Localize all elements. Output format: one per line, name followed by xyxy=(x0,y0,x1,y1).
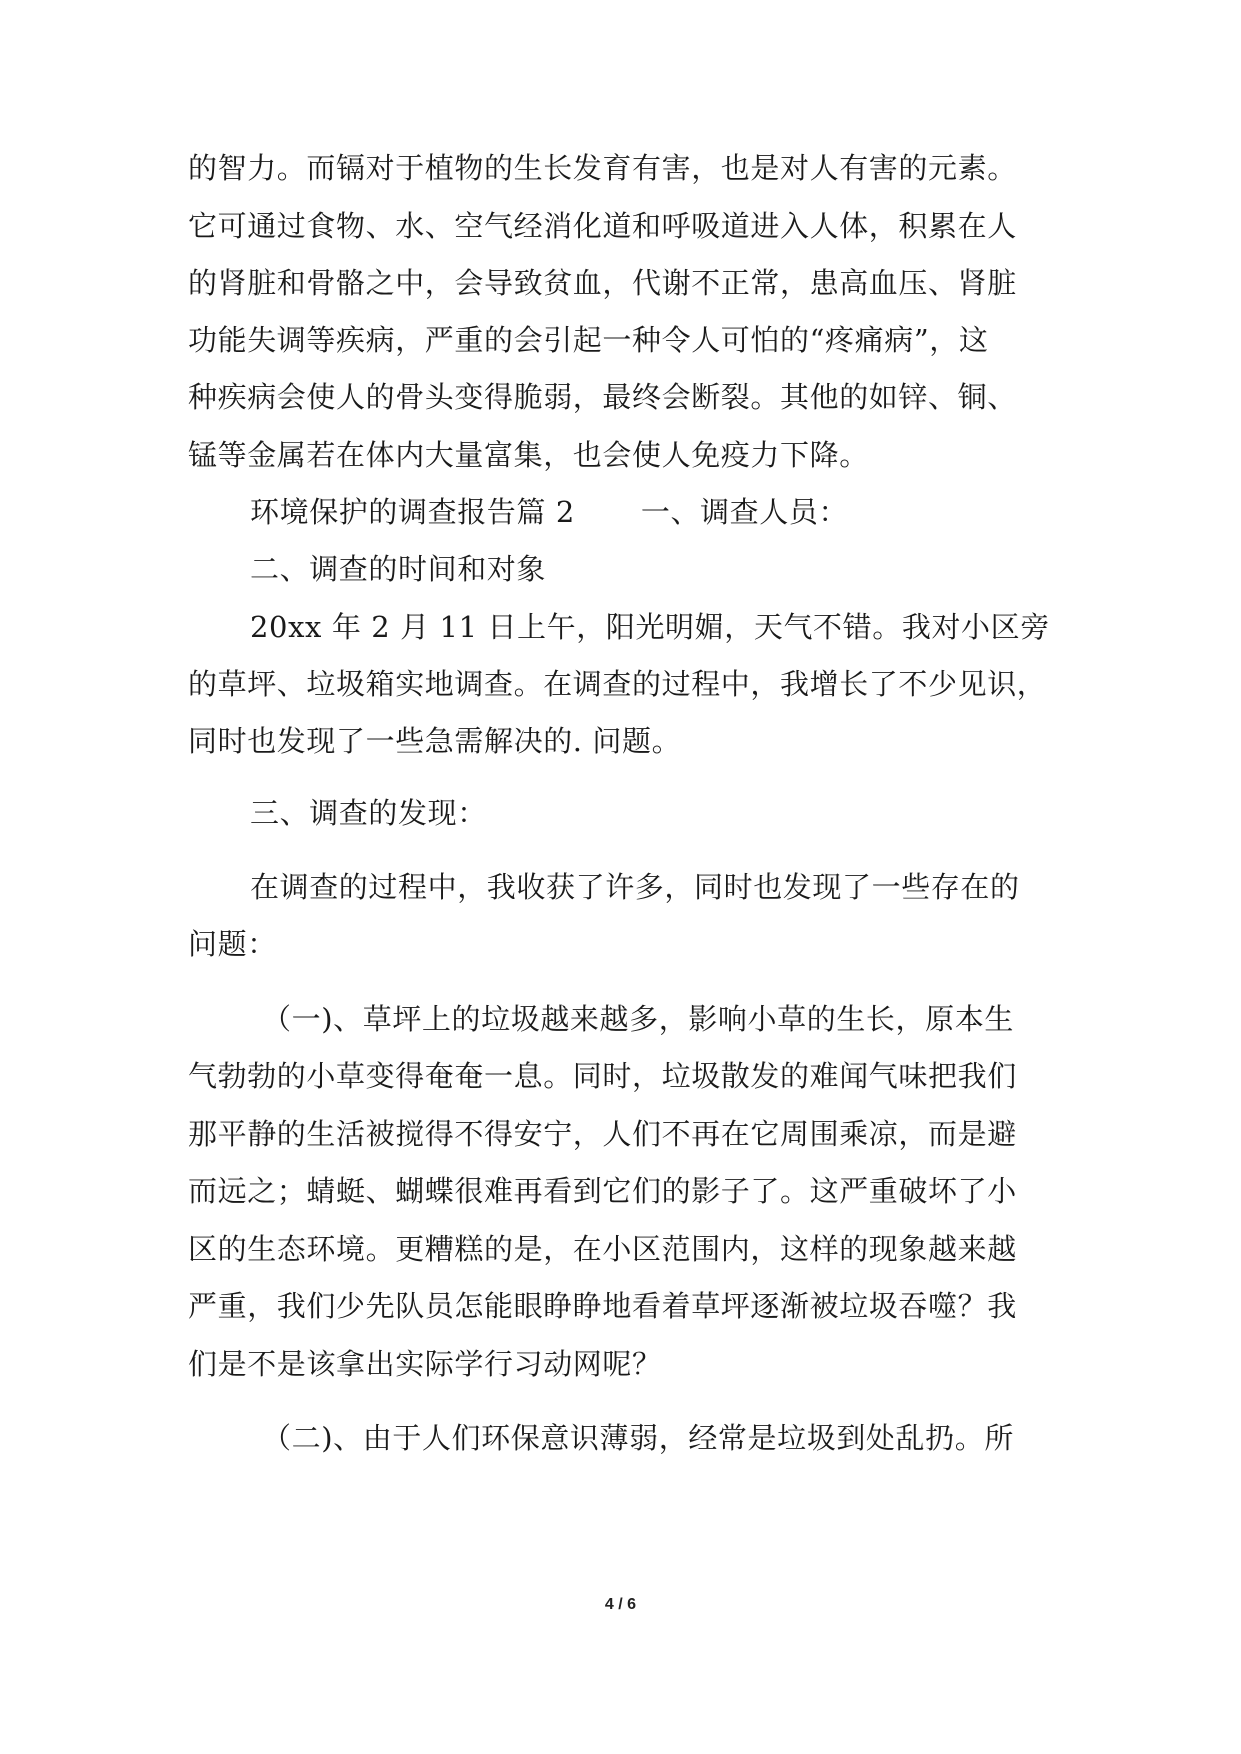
body-line: 种疾病会使人的骨头变得脆弱，最终会断裂。其他的如锌、铜、 xyxy=(188,380,1017,414)
body-line: 同时也发现了一些急需解决的. 问题。 xyxy=(188,724,682,758)
body-line: 在调查的过程中，我收获了许多，同时也发现了一些存在的 xyxy=(250,870,1020,904)
body-line: 问题： xyxy=(188,927,277,961)
body-line: （二)、由于人们环保意识薄弱，经常是垃圾到处乱扔。所 xyxy=(262,1421,1014,1455)
section-subtitle: 一、调查人员： xyxy=(640,495,849,529)
body-line: 那平静的生活被搅得不得安宁，人们不再在它周围乘凉，而是避 xyxy=(188,1117,1017,1151)
body-line: （一)、草坪上的垃圾越来越多，影响小草的生长，原本生 xyxy=(262,1002,1014,1036)
body-line: 严重，我们少先队员怎能眼睁睁地看着草坪逐渐被垃圾吞噬？我 xyxy=(188,1289,1017,1323)
body-line: 20xx 年 2 月 11 日上午，阳光明媚，天气不错。我对小区旁 xyxy=(250,610,1050,644)
section-title: 环境保护的调查报告篇 2 xyxy=(250,495,575,529)
body-line: 的智力。而镉对于植物的生长发育有害，也是对人有害的元素。 xyxy=(188,151,1017,185)
page-number: 4 / 6 xyxy=(604,1596,637,1613)
body-line: 二、调查的时间和对象 xyxy=(250,552,547,586)
body-line: 的肾脏和骨骼之中，会导致贫血，代谢不正常，患高血压、肾脏 xyxy=(188,266,1017,300)
body-line: 它可通过食物、水、空气经消化道和呼吸道进入人体，积累在人 xyxy=(188,209,1017,243)
body-line: 气勃勃的小草变得奄奄一息。同时，垃圾散发的难闻气味把我们 xyxy=(188,1059,1017,1093)
section-heading xyxy=(250,494,1068,530)
body-line: 区的生态环境。更糟糕的是，在小区范围内，这样的现象越来越 xyxy=(188,1232,1017,1266)
body-line: 而远之；蜻蜓、蝴蝶很难再看到它们的影子了。这严重破坏了小 xyxy=(188,1174,1017,1208)
body-line: 们是不是该拿出实际学行习动网呢？ xyxy=(188,1347,662,1381)
body-line: 锰等金属若在体内大量富集，也会使人免疫力下降。 xyxy=(188,438,869,472)
body-line: 的草坪、垃圾箱实地调查。在调查的过程中，我增长了不少见识， xyxy=(188,667,1047,701)
body-line: 三、调查的发现： xyxy=(250,796,487,830)
body-line: 功能失调等疾病，严重的会引起一种令人可怕的“疼痛病”，这 xyxy=(188,323,989,357)
